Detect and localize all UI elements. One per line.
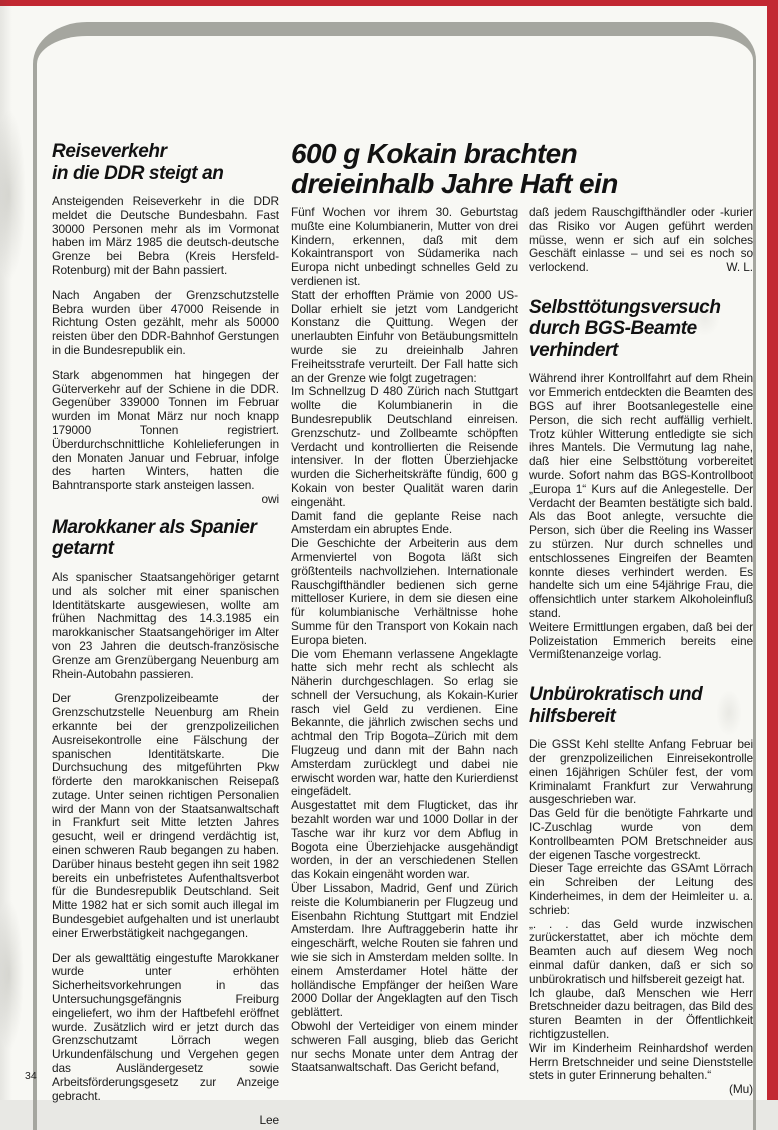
article-marokkaner [52, 517, 279, 1128]
title-line: verhindert [529, 339, 618, 361]
title-line: in die DDR steigt an [52, 162, 224, 184]
title-line: durch BGS-Beamte [529, 318, 697, 340]
paragraph [52, 367, 279, 506]
paragraph-text: daß jedem Rauschgifthändler oder -kurier das Risiko vor Augen geführt werden müsse, wenn er sich auf ein solches Geschäft einlasse – und sei es noch so verlockend. [529, 205, 753, 275]
paragraph: Das Geld für die benötigte Fahrkarte und IC-Zuschlag wurde von dem Kontrollbeamten POM Bretschneider aus der eigenen Tasche vorgestreckt. [529, 806, 753, 862]
paragraph-text: Stark abgenommen hat hingegen der Güterverkehr auf der Schiene in die DDR. Gegenüber 339000 Tonnen im Februar wurden im Monat März nur noch knapp 179000 Tonnen registriert. Überdurchschnittliche Kohlelieferungen in den Monaten Januar und Februar, infolge des harten Winters, hatten die Bahntransporte stark ansteigen lassen. [52, 367, 279, 493]
paragraph: Nach Angaben der Grenzschutzstelle Bebra wurden über 47000 Reisende in Richtung Osten gezählt, mehr als 50000 reisten über den DDR-Bahnhof Gerstungen in die Bundesrepublik ein. [52, 287, 279, 357]
paragraph: Während ihrer Kontrollfahrt auf dem Rhein vor Emmerich entdeckten die Beamten des BGS auf ihrer Bootsanlegestelle eine Person, die sich recht auffällig verhielt. Trotz kühler Witterung entledigte sie sich ihres Mantels. Die Vermutung lag nahe, daß hier eine Selbsttötung vorbereitet wurde. Sofort nahm das BGS-Kontrollboot „Europa 1“ Kurs auf die Anlegestelle. Der Verdacht der Beamten bestätigte sich bald. Als das Boot anlegte, versuchte die Person, sich über die Reeling ins Wasser zu stürzen. Nur durch schnelles und entschlossenes Eingreifen der Beamten konnte dieses verhindert werden. Es handelte sich um eine 54jährige Frau, die offensichtlich unter starkem Alkoholeinfluß stand. [529, 371, 753, 621]
headline-line: 600 g Kokain brachten [291, 138, 578, 169]
title-line: getarnt [52, 538, 114, 560]
article-title [52, 517, 279, 560]
paragraph: Über Lissabon, Madrid, Genf und Zürich reiste die Kolumbianerin per Flugzeug und Eisenbahn Richtung Stuttgart mit Endziel Amsterdam. Ihre Auftraggeberin hatte ihr eingeschärft, welche Routen sie fahren und wie sie sich in Amsterdam melden sollte. In einem Amsterdamer Hotel hätte der holländische Empfänger der heißen Ware 2000 Dollar der Angeklagten auf den Tisch geblättert. [291, 881, 518, 1020]
article-title [529, 297, 753, 362]
red-top-bar [0, 0, 778, 6]
paragraph: Im Schnellzug D 480 Zürich nach Stuttgart wollte die Kolumbianerin in die Bundesrepublik Deutschland einreisen. Grenzschutz- und Zollbeamte schöpften Verdacht und kontrollierten die Reisende intensiver. In der flotten Überziehjacke wurden die Sicherheitskräfte fündig, 600 g Kokain von bester Qualität waren darin eingenäht. [291, 384, 518, 509]
article-kokain-body [291, 206, 518, 1075]
red-right-bar [767, 6, 778, 1100]
byline: (Mu) [728, 1082, 753, 1097]
column-right [529, 206, 753, 1097]
title-line: hilfsbereit [529, 705, 616, 727]
column-middle [291, 206, 518, 1075]
paragraph: Der als gewalttätig eingestufte Marokkaner wurde unter erhöhten Sicherheitsvorkehrungen in das Untersuchungsgefängnis Freiburg eingeliefert, wo ihm der Haftbefehl eröffnet wurde. Zusätzlich wird er jetzt durch das Grenzschutzamt Lörrach wegen Urkundenfälschung und Vergehen gegen das Ausländergesetz sowie Arbeitsförderungsgesetz zur Anzeige gebracht. [52, 950, 279, 1103]
paragraph: Dieser Tage erreichte das GSAmt Lörrach ein Schreiben der Leitung des Kinderheimes, in dem der Heimleiter u. a. schrieb: [529, 861, 753, 917]
title-line: Reiseverkehr [52, 141, 167, 162]
paragraph: Obwohl der Verteidiger von einem minder schweren Fall ausging, blieb das Gericht nur sechs Monate unter dem Antrag der Staatsanwaltschaft. Das Gericht befand, [291, 1019, 518, 1075]
scan-smudge [0, 110, 26, 280]
paragraph: Ausgestattet mit dem Flugticket, das ihr bezahlt worden war und 1000 Dollar in der Tasche war ihr kurz vor dem Abflug in Bogota eine Überziehjacke ausgehändigt worden, in der an verschiedenen Stellen das Kokain eingenäht worden war. [291, 798, 518, 882]
paragraph: Fünf Wochen vor ihrem 30. Geburtstag mußte eine Kolumbianerin, Mutter von drei Kindern, erkennen, daß mit dem Kokaintransport von Südamerika nach Europa nicht unbedingt schnelles Geld zu verdienen ist. [291, 205, 518, 288]
byline: Lee [259, 1113, 279, 1128]
article-title [529, 684, 753, 727]
article-unbuerokratisch [529, 684, 753, 1097]
article-kokain-continuation [529, 206, 753, 275]
column-left [52, 141, 279, 1128]
byline: owi [261, 491, 279, 506]
scan-smudge [0, 900, 24, 1050]
title-line: Selbsttötungsversuch [529, 296, 721, 318]
headline-line: dreieinhalb Jahre Haft ein [291, 168, 618, 199]
headline-kokain [291, 139, 763, 199]
paragraph: Statt der erhofften Prämie von 2000 US-Dollar erhielt sie jetzt vom Landgericht Konstanz die Quittung. Wegen der unerlaubten Einfuhr von Betäubungsmitteln wurde sie zu dreieinhalb Jahren Freiheitsstrafe verurteilt. Der Fall hatte sich an der Grenze wie folgt zugetragen: [291, 287, 518, 385]
paragraph: Die Geschichte der Arbeiterin aus dem Armenviertel von Bogota läßt sich größtenteils nachvollziehen. Internationale Rauschgifthändler bedienen sich gerne mittelloser Kuriere, in dem sie diesen eine für kolumbianische Verhältnisse hohe Summe für den Transport von Kokain nach Europa bieten. [291, 536, 518, 647]
paragraph: Damit fand die geplante Reise nach Amsterdam ein abruptes Ende. [291, 508, 518, 537]
paragraph: Die vom Ehemann verlassene Angeklagte hatte sich mehr recht als schlecht als Näherin durchgeschlagen. So erlag sie schnell der Versuchung, als Kokain-Kurier rasch viel Geld zu verdienen. Eine Bekannte, die jährlich zwischen sechs und achtmal den Trip Bogota–Zürich mit dem Flugzeug und dann mit der Bahn nach Amsterdam zurücklegt und dabei nie erwischt worden war, hatte den Kurierdienst eingefädelt. [291, 646, 518, 799]
paragraph: Der Grenzpolizeibeamte der Grenzschutzstelle Neuenburg am Rhein erkannte bei der grenzpolizeilichen Ausreisekontrolle eine Fälschung der spanischen Identitätskarte. Die Durchsuchung des mitgeführten Pkw förderte den marokkanischen Reisepaß zutage. Unter seinen richtigen Personalien wird der Mann von der Staatsanwaltschaft in Frankfurt seit Mitte letzten Jahres gesucht, weil er dringend verdächtig ist, einen schweren Raub begangen zu haben. Darüber hinaus besteht gegen ihn seit 1982 bereits ein unbefristetes Aufenthaltsverbot für die Bundesrepublik Deutschland. Seit Mitte 1982 hat er sich somit auch illegal im Bundesgebiet aufgehalten und ist unerlaubt einer Erwerbstätigkeit nachgegangen. [52, 691, 279, 940]
paragraph: Ich glaube, daß Menschen wie Herr Bretschneider dazu beitragen, das Bild des sturen Beamten in der Öffentlichkeit richtigzustellen. [529, 985, 753, 1041]
article-selbsttoetung [529, 297, 753, 662]
byline: W. L. [726, 260, 753, 275]
paragraph: Wir im Kinderheim Reinhardshof werden Herrn Bretschneider und seine Dienststelle stets in guter Erinnerung behalten.“ [529, 1040, 753, 1083]
paragraph: Die GSSt Kehl stellte Anfang Februar bei der grenzpolizeilichen Einreisekontrolle einen 16jährigen Schüler fest, der vom Kriminalamt Frankfurt zur Verwahrung ausgeschrieben war. [529, 737, 753, 807]
title-line: Unbürokratisch und [529, 684, 703, 706]
title-line: Marokkaner als Spanier [52, 516, 257, 538]
paragraph: „. . . das Geld wurde inzwischen zurückerstattet, aber ich möchte dem Beamten auch auf diesem Weg noch einmal dafür danken, daß er sich so unbürokratisch und hilfsbereit gezeigt hat. [529, 916, 753, 986]
paragraph: Als spanischer Staatsangehöriger getarnt und als solcher mit einer spanischen Identitätskarte ausgewiesen, wollte am frühen Nachmittag des 14.3.1985 ein marokkanischer Staatsangehöriger im Alter von 23 Jahren die deutsch-französische Grenze am Grenzübergang Neuenburg am Rhein-Autobahn passieren. [52, 569, 279, 681]
paragraph: Ansteigenden Reiseverkehr in die DDR meldet die Deutsche Bundesbahn. Fast 30000 Personen mehr als im Vormonat haben im März 1985 die deutsch-deutsche Grenze bei Bebra (Kreis Hersfeld-Rotenburg) mit der Bahn passiert. [52, 194, 279, 277]
paragraph: Weitere Ermittlungen ergaben, daß bei der Polizeistation Emmerich bereits eine Vermißtenanzeige vorlag. [529, 619, 753, 662]
page-number: 34 [25, 1070, 37, 1082]
paragraph [529, 206, 753, 275]
article-reiseverkehr [52, 141, 279, 506]
article-title [52, 141, 279, 184]
